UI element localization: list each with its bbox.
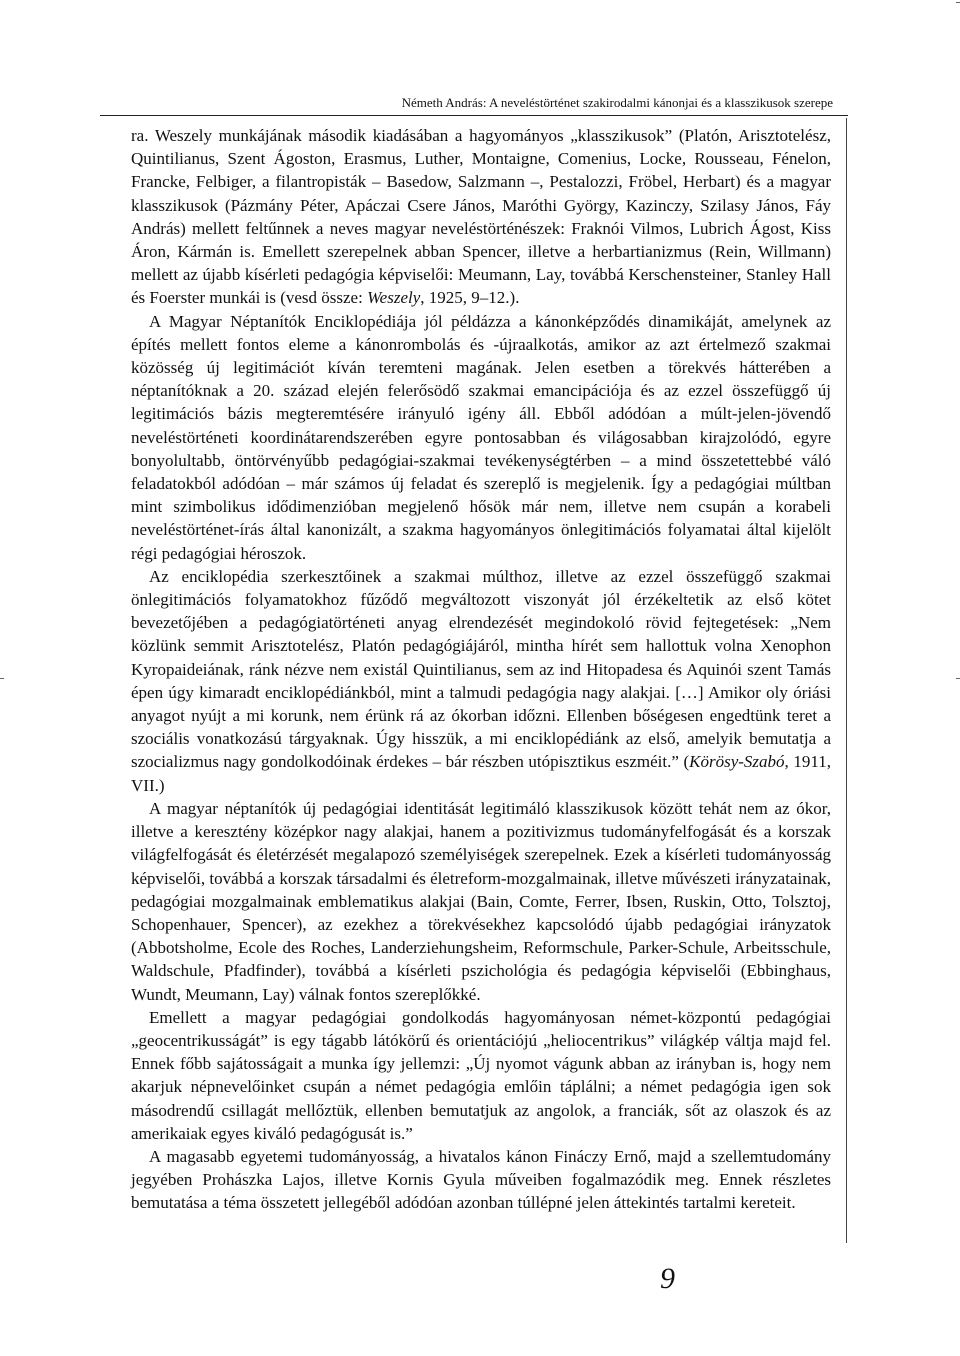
header-rule — [100, 115, 848, 116]
crop-mark-top-right — [956, 2, 960, 3]
body-text — [131, 124, 831, 1215]
paragraph-3 — [131, 565, 831, 797]
crop-mark-left — [0, 678, 4, 679]
paragraph-4: A magyar néptanítók új pedagógiai identitását legitimáló klasszikusok között tehát nem az ókor, illetve a keresztény középkor nagy alakjai, hanem a pozitivizmus tudományfelfogását és a korszak világfelfogását és életérzését megalapozó személyiségek szerepelnek. Ezek a kísérleti tudományosság képviselői, továbbá a korszak társadalmi és életreform-mozgalmainak, illetve művészeti irányzatainak, pedagógiai mozgalmainak emblematikus alakjai (Bain, Comte, Ferrer, Ibsen, Ruskin, Otto, Tolsztoj, Schopenhauer, Spencer), az ezekhez a törekvésekhez kapcsolódó újabb pedagógiai irányzatok (Abbotsholme, Ecole des Roches, Landerziehungsheim, Reformschule, Parker-Schule, Arbeitsschule, Waldschule, Pfadfinder), továbbá a kísérleti pszichológia és pedagógia képviselői (Ebbinghaus, Wundt, Meumann, Lay) válnak fontos szereplőkké. — [131, 798, 831, 1004]
paragraph-1 — [131, 124, 831, 310]
paragraph-1-text: ra. Weszely munkájának második kiadásában a hagyományos „klasszikusok” (Platón, Arisztotelész, Quintilianus, Szent Ágoston, Erasmus, Luther, Montaigne, Comenius, Locke, Rousseau, Fénelon, Francke, Felbiger, a filantropisták – Basedow, Salzmann –, Pestalozzi, Fröbel, Herbart) és a magyar klasszikusok (Pázmány Péter, Apáczai Csere János, Maróthi György, Kazinczy, Szilasy János, Fáy András) mellett feltűnnek a neves magyar neveléstörténészek: Fraknói Vilmos, Lubrich Ágost, Kiss Áron, Kármán is. Emellett szerepelnek abban Spencer, illetve a herbartianizmus (Rein, Willmann) mellett az újabb kísérleti pedagógia képviselői: Meumann, Lay, továbbá Kerschensteiner, Stanley Hall és Foerster munkái is (vesd össze: — [131, 126, 831, 308]
paragraph-1-end: , 1925, 9–12.). — [420, 288, 520, 308]
margin-rule — [846, 118, 847, 1243]
citation-weszely: Weszely — [367, 288, 421, 308]
paragraph-6: A magasabb egyetemi tudományosság, a hivatalos kánon Fináczy Ernő, majd a szellemtudomány jegyében Prohászka Lajos, illetve Kornis Gyula műveiben fogalmazódik meg. Ennek részletes bemutatása a téma összetett jellegéből adódóan azonban túllépné jelen áttekintés tartalmi kereteit. — [131, 1146, 831, 1213]
page-number: 9 — [660, 1262, 675, 1295]
citation-korosy-szabo: Körösy-Szabó — [689, 752, 785, 772]
paragraph-3-end: , 1911, VII.) — [131, 752, 831, 795]
paragraph-2: A Magyar Néptanítók Enciklopédiája jól példázza a kánonképződés dinamikáját, amelynek az építés mellett fontos eleme a kánonrombolás és -újraalkotás, amikor az azt értelmező szakmai közösség új legitimációt kíván teremteni magának. Jelen esetben a törekvés hátterében a néptanítóknak a 20. század elején felerősödő szakmai emancipációja és az ezzel összefüggő új legitimációs bázis megteremtésére irányuló igény áll. Ebből adódóan a múlt-jelen-jövendő neveléstörténeti koordinátarendszerében egyre pontosabban és világosabban kirajzolódó, egyre bonyolultabb, öntörvényűbb pedagógiai-szakmai tevékenységtérben – a mind összetettebbé váló feladatokból adódóan – már számos új feladat és szereplő is megjelenik. Így a pedagógiai múltban mint szimbolikus idődimenzióban megjelenő hősök már nem, illetve nem csupán a korabeli neveléstörténet-írás által kanonizált, a szakma hagyományos önlegitimációs folyamatai által kijelölt régi pedagógiai héroszok. — [131, 311, 831, 563]
paragraph-5: Emellett a magyar pedagógiai gondolkodás hagyományosan német-központú pedagógiai „geocentrikusságát” is egy tágabb látókörű és orientációjú „heliocentrikus” világkép váltja majd fel. Ennek főbb sajátosságait a munka így jellemzi: „Új nyomot vágunk abban az irányban is, hogy nem akarjuk népnevelőinket csupán a német pedagógia emlőin táplálni; a német pedagógia igen sok másodrendű csillagát mellőztük, ellenben bemutatjuk az angolok, a franciák, sőt az olaszok és az amerikaiak egyes kiváló pedagógusát is.” — [131, 1007, 831, 1143]
crop-mark-right — [956, 678, 960, 679]
paragraph-3-text: Az enciklopédia szerkesztőinek a szakmai múlthoz, illetve az ezzel összefüggő szakmai önlegitimációs folyamatokhoz fűződő megváltozott viszonyát jól érzékeltetik az első kötet bevezetőjében a pedagógiatörténeti anyag elrendezését megindokoló rövid fejtegetések: „Nem közlünk semmit Arisztotelész, Platón pedagógiájáról, mintha hírét sem hallottuk volna Xenophon Kyropaideiának, ránk nézve nem existál Quintilianus, sem az ind Hitopadesa és Aquinói szent Tamás épen úgy kimaradt enciklopédiánkból, mint a talmudi pedagógia nagy alakjai. […] Amikor oly óriási anyagot nyújt a mi korunk, nem érünk rá az ókorban időzni. Ellenben bőségesen engedtünk teret a szociális vonatkozású tárgyaknak. Úgy hisszük, a mi enciklopédiánk az első, amelyik bemutatja a szocializmus nagy gondolkodóinak érdekes – bár részben utópisztikus eszméit.” ( — [131, 566, 831, 772]
running-head: Németh András: A neveléstörténet szakirodalmi kánonjai és a klasszikusok szerepe — [401, 95, 833, 110]
